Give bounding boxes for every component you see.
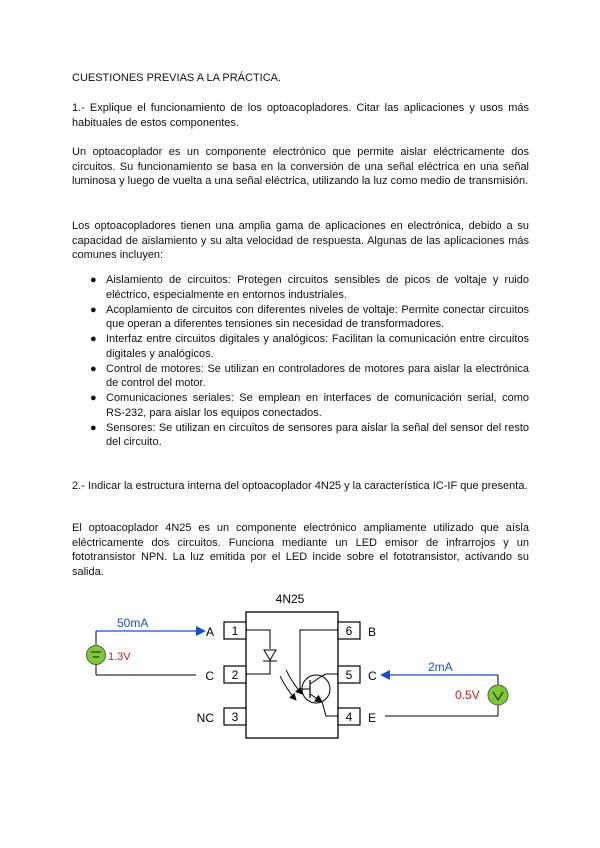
list-item: ● Interfaz entre circuitos digitales y analógicos: Facilitan la comunicación entre circuitos digitales y analógicos. <box>90 333 529 360</box>
pin-name-b: B <box>368 625 377 639</box>
answer-1-paragraph-2: Los optoacopladores tienen una amplia gama de aplicaciones en electrónica, debido a su capacidad de aislamiento y su alta velocidad de respuesta. Algunas de las aplicaciones más comunes incluyen: <box>72 220 529 261</box>
section-heading: CUESTIONES PREVIAS A LA PRÁCTICA. <box>72 72 282 84</box>
list-item: ● Acoplamiento de circuitos con diferentes niveles de voltaje: Permite conectar circuitos que operan a diferentes tensiones sin necesidad de transformadores. <box>90 303 529 330</box>
question-1: 1.- Explique el funcionamiento de los optoacopladores. Citar las aplicaciones y usos más habituales de estos componentes. <box>72 102 529 129</box>
input-current-group <box>96 616 206 636</box>
output-current-label: 2mA <box>428 660 453 674</box>
pin-number-5: 5 <box>345 668 353 682</box>
output-voltage-label: 0.5V <box>455 688 480 702</box>
pin-name-a: A <box>205 625 214 639</box>
list-item: ● Aislamiento de circuitos: Protegen circuitos sensibles de picos de voltaje y ruido eléctrico, especialmente en entornos industriales. <box>90 274 529 301</box>
list-item: ● Comunicaciones seriales: Se emplean en interfaces de comunicación serial, como RS-232, para aislar los equipos conectados. <box>90 392 529 419</box>
pin-number-6: 6 <box>345 624 353 638</box>
question-2: 2.- Indicar la estructura interna del optoacoplador 4N25 y la característica IC-IF que presenta. <box>72 480 528 492</box>
list-item: ● Sensores: Se utilizan en circuitos de sensores para aislar la señal del sensor del resto del circuito. <box>90 421 529 448</box>
output-current-arrow-icon <box>380 670 390 680</box>
input-current-arrow-icon <box>196 626 206 636</box>
pin-number-1: 1 <box>231 624 239 638</box>
input-voltage-label: 1.3V <box>108 651 131 663</box>
list-item: ● Control de motores: Se utilizan en controladores de motores para aislar la electrónica de control del motor. <box>90 362 529 389</box>
pin-number-3: 3 <box>231 710 239 724</box>
answer-1-paragraph-1: Un optoacoplador es un componente electrónico que permite aislar eléctricamente dos circuitos. Su funcionamiento se basa en la conversión de una señal eléctrica en una señal luminosa y luego de vuelta a una señal eléctrica, utilizando la luz como medio de transmisión. <box>72 146 529 187</box>
pin-name-nc: NC <box>196 711 214 725</box>
chip-label: 4N25 <box>275 592 305 606</box>
pin-name-c-left: C <box>205 669 214 683</box>
input-voltage-source-icon <box>87 646 106 665</box>
pin-name-c-right: C <box>368 669 377 683</box>
pin-number-4: 4 <box>345 710 353 724</box>
answer-2: El optoacoplador 4N25 es un componente electrónico ampliamente utilizado que aísla eléctricamente dos circuitos. Funciona mediante un LED emisor de infrarrojos y un fototransistor NPN. La luz emitida por el LED incide sobre el fototransistor, activando su salida. <box>72 522 529 578</box>
pin-number-2: 2 <box>231 668 239 682</box>
output-voltage-source-icon <box>488 685 508 705</box>
input-current-label: 50mA <box>117 616 149 630</box>
pin-name-e: E <box>368 711 377 725</box>
output-current-group <box>380 660 498 680</box>
